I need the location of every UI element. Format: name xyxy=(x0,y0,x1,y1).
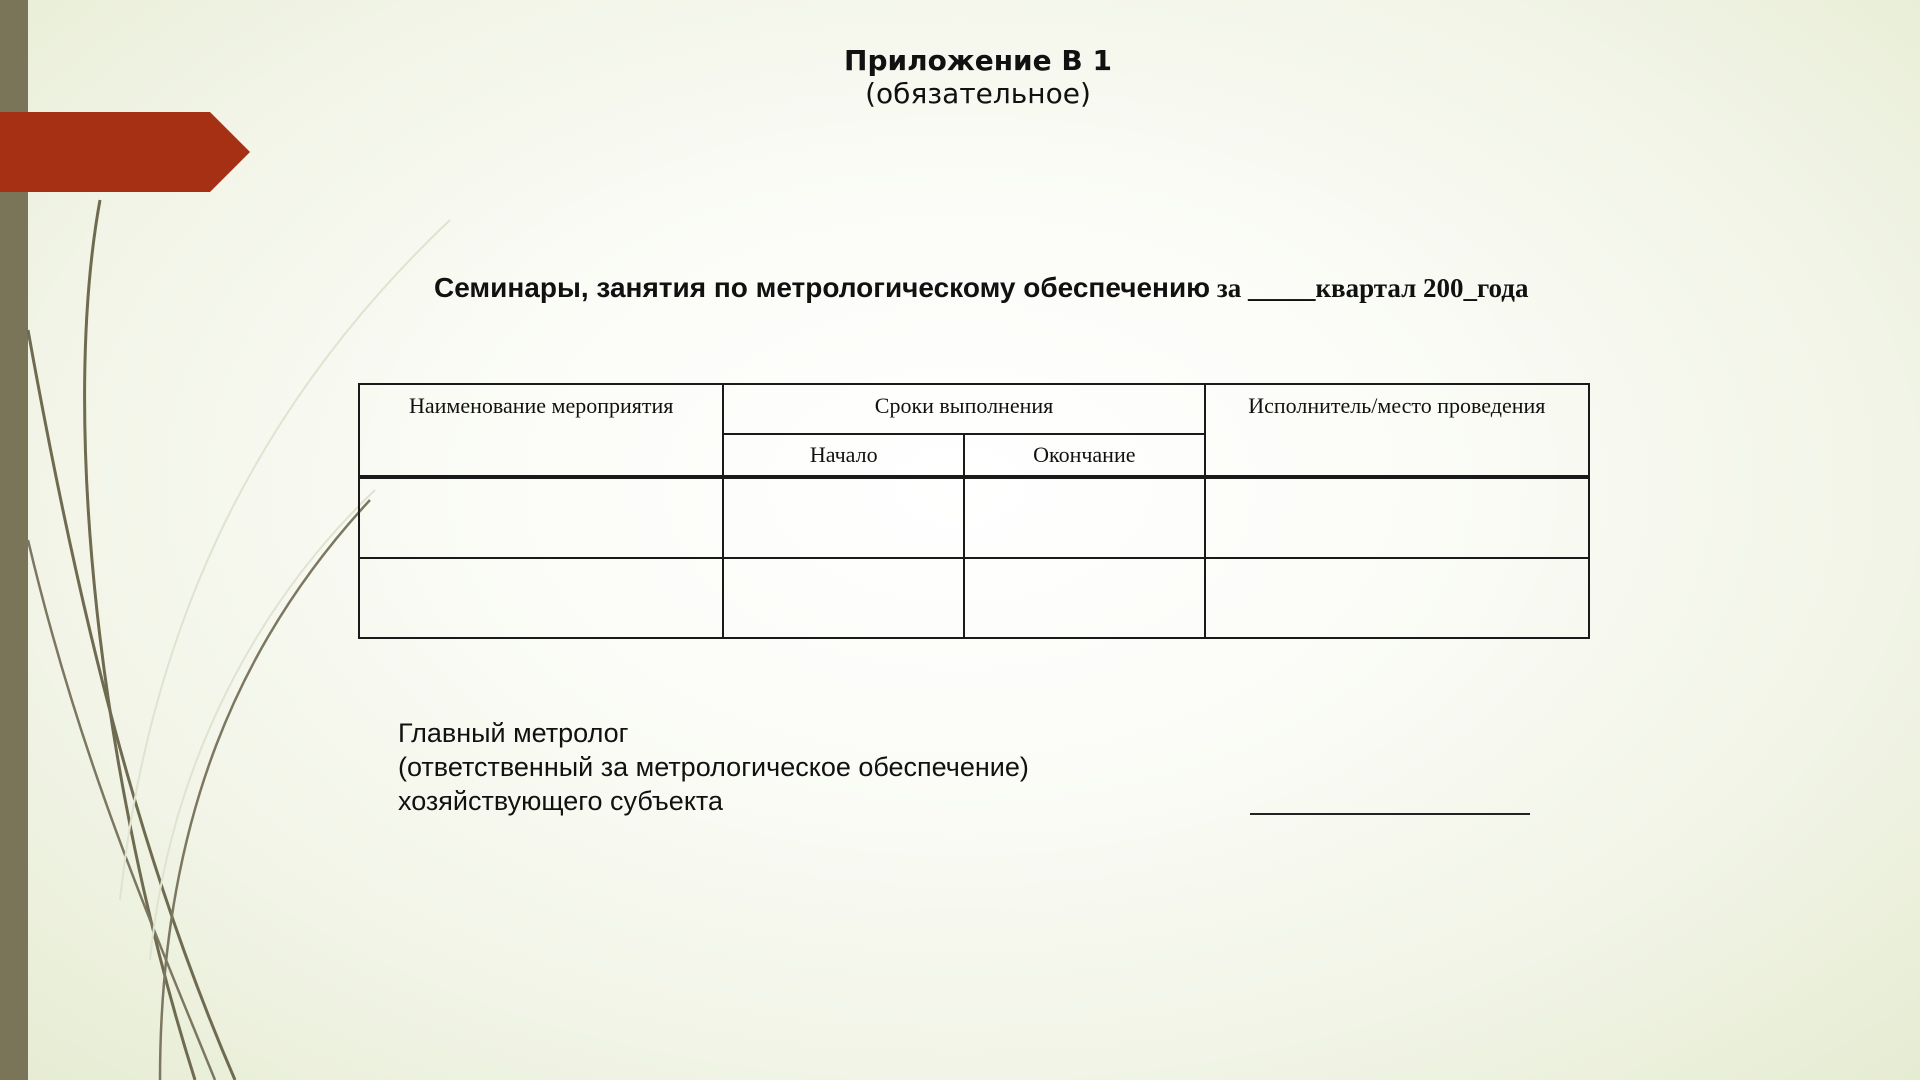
table-cell xyxy=(723,477,964,558)
curve-6 xyxy=(150,490,375,960)
header-executor: Исполнитель/место проведения xyxy=(1205,384,1589,477)
curve-4 xyxy=(28,540,215,1080)
events-table xyxy=(358,383,1590,639)
subtitle-period: за _____квартал 200_года xyxy=(1210,273,1529,303)
signature-responsible: (ответственный за метрологическое обеспечение) xyxy=(398,752,1029,782)
signature-entity: хозяйствующего субъекта xyxy=(398,786,724,816)
document-subtitle xyxy=(434,272,1528,304)
header-end: Окончание xyxy=(964,434,1205,477)
table-header-row xyxy=(359,384,1589,434)
curve-1 xyxy=(85,200,195,1080)
appendix-title: Приложение В 1 xyxy=(844,44,1112,77)
signature-line xyxy=(1250,813,1530,815)
header-event-name: Наименование мероприятия xyxy=(359,384,723,477)
subtitle-main: Семинары, занятия по метрологическому обеспечению xyxy=(434,272,1211,303)
curve-2 xyxy=(28,330,235,1080)
table-cell xyxy=(1205,558,1589,638)
table-cell xyxy=(1205,477,1589,558)
table-row xyxy=(359,477,1589,558)
table-cell xyxy=(359,558,723,638)
signature-block xyxy=(398,716,1029,818)
table-cell xyxy=(723,558,964,638)
appendix-heading xyxy=(0,44,1920,110)
signature-role: Главный метролог xyxy=(398,718,629,748)
table-row xyxy=(359,558,1589,638)
red-arrow-tab xyxy=(0,112,250,192)
table-cell xyxy=(964,477,1205,558)
table-cell xyxy=(359,477,723,558)
header-deadlines: Сроки выполнения xyxy=(723,384,1204,434)
table-cell xyxy=(964,558,1205,638)
header-start: Начало xyxy=(723,434,964,477)
appendix-note: (обязательное) xyxy=(865,77,1091,110)
curve-3 xyxy=(160,500,370,1080)
